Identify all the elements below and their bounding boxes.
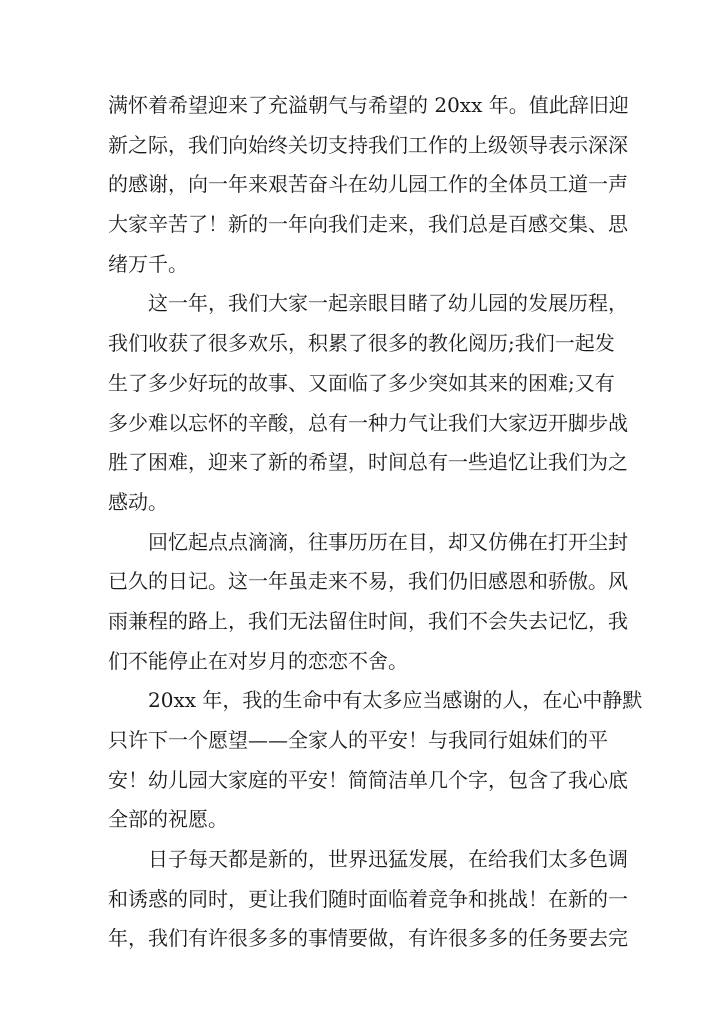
text-line-13: 已久的日记。这一年虽走来不易，我们仍旧感恩和骄傲。风: [108, 569, 628, 594]
text-line-17: 只许下一个愿望——全家人的平安！与我同行姐妹们的平: [108, 728, 608, 752]
text-line-5: 绪万千。: [108, 251, 188, 276]
text-line-1: 满怀着希望迎来了充溢朝气与希望的 20xx 年。值此辞旧迎: [108, 93, 629, 117]
text-line-9: 多少难以忘怀的辛酸，总有一种力气让我们大家迈开脚步战: [108, 410, 628, 435]
text-line-4: 大家辛苦了！新的一年向我们走来，我们总是百感交集、思: [108, 212, 628, 237]
text-line-2: 新之际，我们向始终关切支持我们工作的上级领导表示深深: [108, 132, 628, 157]
text-line-3: 的感谢，向一年来艰苦奋斗在幼儿园工作的全体员工道一声: [108, 172, 628, 197]
text-line-15: 们不能停止在对岁月的恋恋不舍。: [108, 648, 408, 673]
text-line-11: 感动。: [108, 489, 168, 514]
text-line-22: 年，我们有许很多多的事情要做，有许很多多的任务要去完: [108, 926, 628, 951]
text-line-19: 全部的祝愿。: [108, 807, 228, 832]
text-line-18: 安！幼儿园大家庭的平安！简简洁单几个字，包含了我心底: [108, 767, 628, 792]
text-line-20: 日子每天都是新的，世界迅猛发展，在给我们太多色调: [148, 847, 628, 872]
text-line-21: 和诱惑的同时，更让我们随时面临着竞争和挑战！在新的一: [108, 886, 628, 911]
text-line-7: 我们收获了很多欢乐，积累了很多的教化阅历;我们一起发: [108, 331, 615, 356]
text-line-6: 这一年，我们大家一起亲眼目睹了幼儿园的发展历程，: [148, 291, 628, 316]
text-line-16: 20xx 年，我的生命中有太多应当感谢的人，在心中静默: [148, 688, 643, 713]
text-line-14: 雨兼程的路上，我们无法留住时间，我们不会失去记忆，我: [108, 608, 628, 633]
document-body: [108, 86, 643, 959]
text-line-8: 生了多少好玩的故事、又面临了多少突如其来的困难;又有: [108, 370, 615, 395]
text-line-10: 胜了困难，迎来了新的希望，时间总有一些追忆让我们为之: [108, 450, 628, 475]
text-line-12: 回忆起点点滴滴，往事历历在目，却又仿佛在打开尘封: [148, 529, 628, 554]
